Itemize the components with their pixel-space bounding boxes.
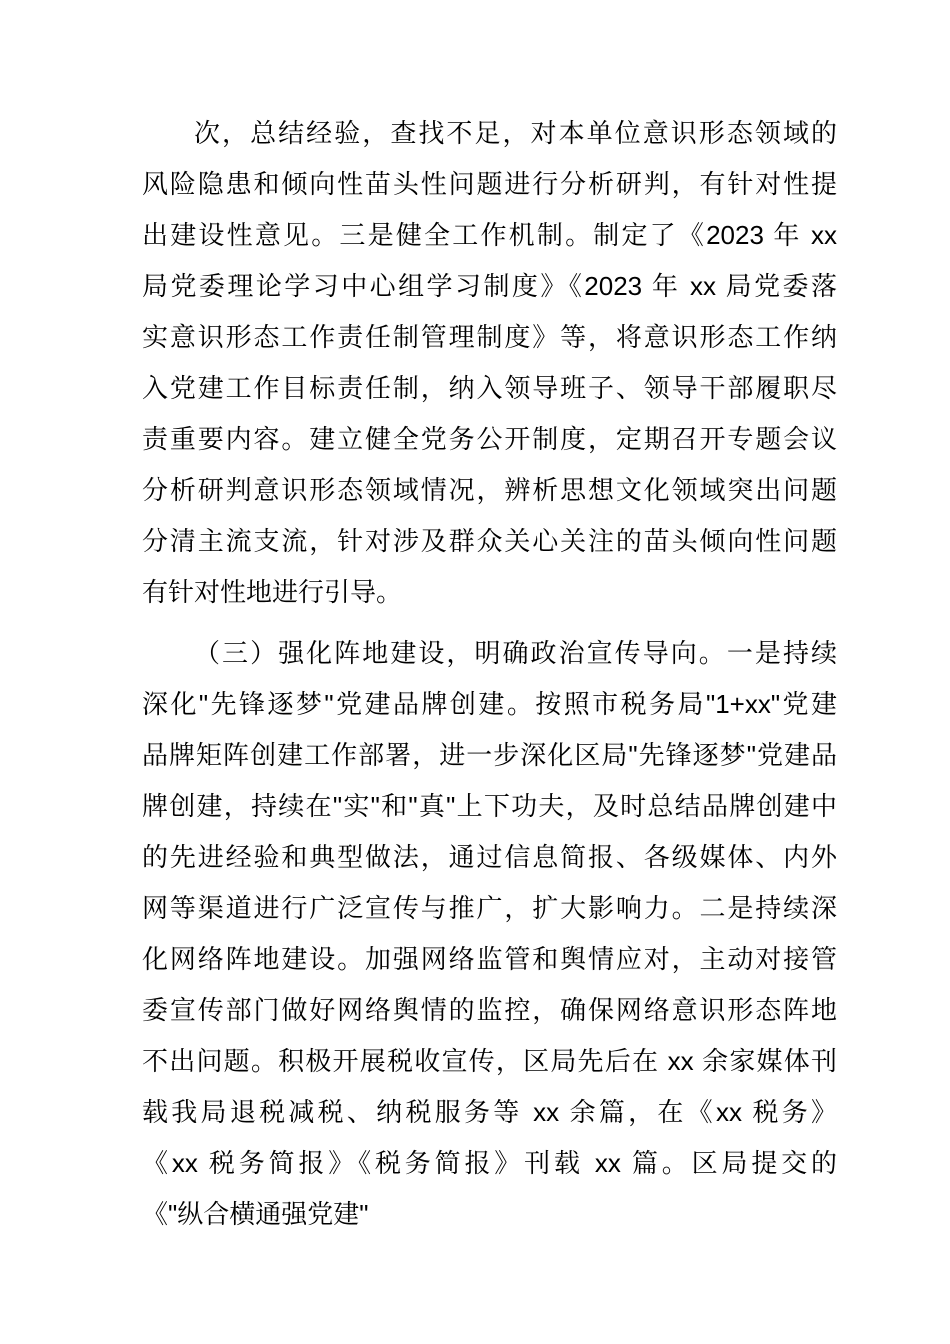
text-line: 化网络阵地建设。加强网络监管和舆情应对，主动对接管	[142, 944, 837, 974]
text-line: 《xx 税务简报》《税务简报》刊载 xx 篇。区局提交的	[142, 1148, 837, 1178]
paragraph-2	[142, 628, 837, 1240]
text-line: 网等渠道进行广泛宣传与推广，扩大影响力。二是持续深	[142, 893, 837, 923]
text-line: 品牌矩阵创建工作部署，进一步深化区局"先锋逐梦"党建品	[142, 740, 837, 770]
text-line: 分清主流支流，针对涉及群众关心关注的苗头倾向性问题	[142, 526, 837, 556]
text-line: 有针对性地进行引导。	[142, 577, 403, 607]
text-line: 实意识形态工作责任制管理制度》等，将意识形态工作纳	[142, 322, 837, 352]
text-line: 的先进经验和典型做法，通过信息简报、各级媒体、内外	[142, 842, 837, 872]
text-line: 不出问题。积极开展税收宣传，区局先后在 xx 余家媒体刊	[142, 1046, 837, 1076]
text-line: 出建设性意见。三是健全工作机制。制定了《2023 年 xx	[142, 220, 837, 250]
text-line: 牌创建，持续在"实"和"真"上下功夫，及时总结品牌创建中	[142, 791, 837, 821]
text-line: （三）强化阵地建设，明确政治宣传导向。一是持续	[194, 638, 837, 668]
text-line: 《"纵合横通强党建"	[142, 1199, 369, 1229]
text-line: 载我局退税减税、纳税服务等 xx 余篇，在《xx 税务》	[142, 1097, 837, 1127]
text-line: 分析研判意识形态领域情况，辨析思想文化领域突出问题	[142, 475, 837, 505]
text-line: 责重要内容。建立健全党务公开制度，定期召开专题会议	[142, 424, 837, 454]
text-line: 次，总结经验，查找不足，对本单位意识形态领域的	[194, 118, 837, 148]
text-line: 风险隐患和倾向性苗头性问题进行分析研判，有针对性提	[142, 169, 837, 199]
paragraph-1	[142, 108, 837, 618]
text-line: 深化"先锋逐梦"党建品牌创建。按照市税务局"1+xx"党建	[142, 689, 837, 719]
text-line: 入党建工作目标责任制，纳入领导班子、领导干部履职尽	[142, 373, 837, 403]
text-line: 局党委理论学习中心组学习制度》《2023 年 xx 局党委落	[142, 271, 837, 301]
text-line: 委宣传部门做好网络舆情的监控，确保网络意识形态阵地	[142, 995, 837, 1025]
